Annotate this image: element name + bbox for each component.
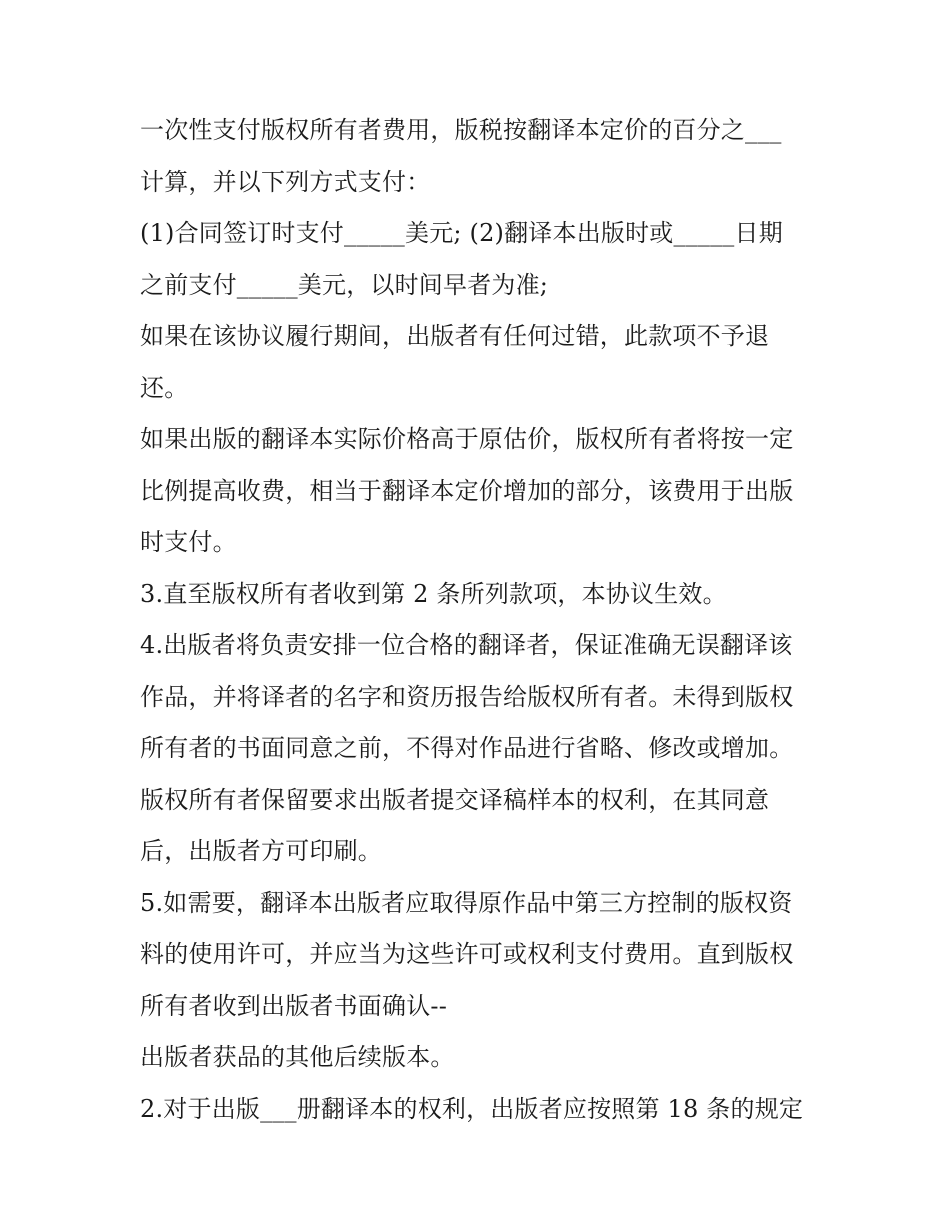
text-line: 后，出版者方可印刷。	[140, 837, 382, 865]
text-line: 4.出版者将负责安排一位合格的翻译者，保证准确无误翻译该	[140, 631, 793, 659]
text-line: 料的使用许可，并应当为这些许可或权利支付费用。直到版权	[140, 940, 794, 968]
text-line: 计算，并以下列方式支付：	[140, 167, 431, 196]
text-line: 一次性支付版权所有者费用，版税按翻译本定价的百分之___	[140, 116, 782, 144]
document-body	[140, 105, 840, 1135]
text-line: 2.对于出版___册翻译本的权利，出版者应按照第 18 条的规定	[140, 1094, 804, 1123]
text-line: 3.直至版权所有者收到第 2 条所列款项，本协议生效。	[140, 579, 727, 608]
text-line: 之前支付_____美元，以时间早者为准;	[140, 270, 549, 299]
text-line: 比例提高收费，相当于翻译本定价增加的部分，该费用于出版	[140, 476, 794, 505]
text-line: 还。	[140, 373, 189, 402]
text-line: 版权所有者保留要求出版者提交译稿样本的权利，在其同意	[140, 785, 770, 814]
text-line: 如果在该协议履行期间，出版者有任何过错，此款项不予退	[140, 322, 770, 350]
text-line: 所有者的书面同意之前，不得对作品进行省略、修改或增加。	[140, 734, 794, 762]
text-line: (1)合同签订时支付_____美元; (2)翻译本出版时或_____日期	[140, 219, 783, 247]
text-line: 出版者获品的其他后续版本。	[140, 1043, 455, 1071]
text-line: 时支付。	[140, 528, 237, 556]
text-line: 如果出版的翻译本实际价格高于原估价，版权所有者将按一定	[140, 425, 794, 453]
text-line: 5.如需要，翻译本出版者应取得原作品中第三方控制的版权资	[140, 888, 793, 917]
text-line: 作品，并将译者的名字和资历报告给版权所有者。未得到版权	[140, 682, 794, 711]
text-line: 所有者收到出版者书面确认--	[140, 991, 448, 1020]
